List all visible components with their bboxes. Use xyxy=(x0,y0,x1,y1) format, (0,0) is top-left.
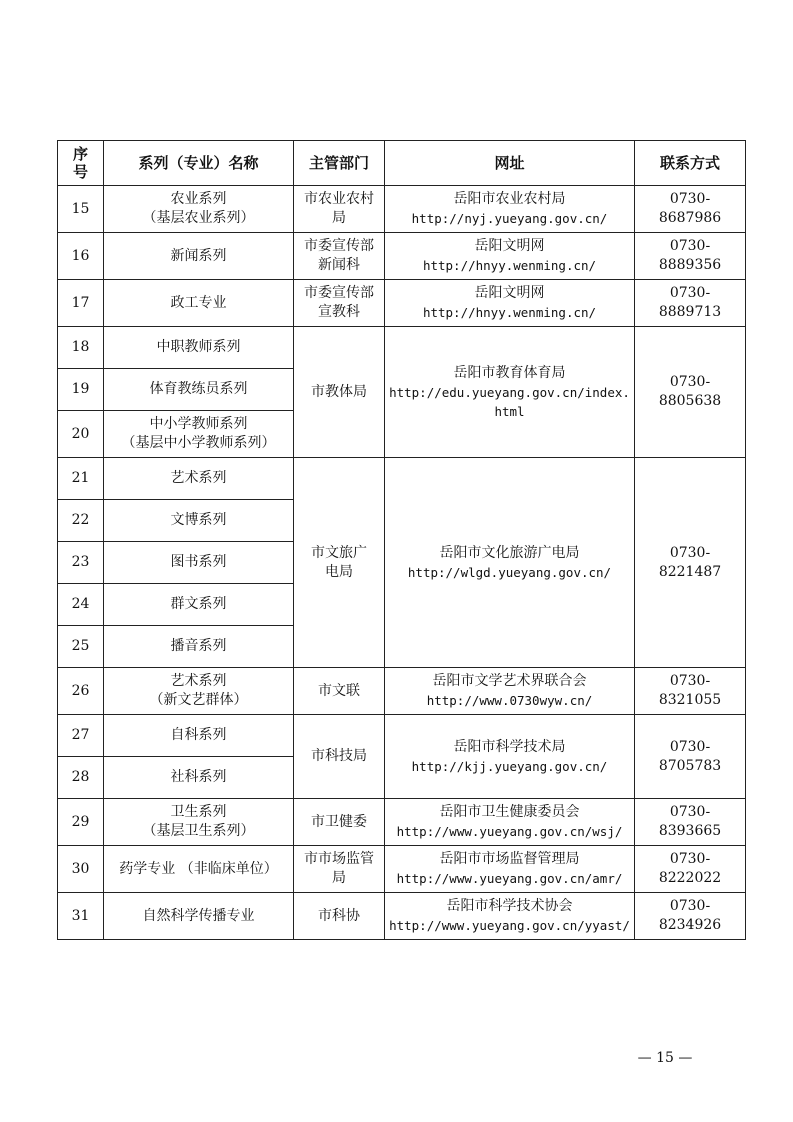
series-cell: 艺术系列 xyxy=(104,458,294,500)
dept-cell: 市科技局 xyxy=(294,715,385,799)
seq-cell: 24 xyxy=(58,584,104,626)
dept-cell: 市市场监管局 xyxy=(294,846,385,893)
phone-cell: 0730-8889713 xyxy=(635,280,746,327)
series-cell xyxy=(104,186,294,233)
website-link[interactable]: http://www.yueyang.gov.cn/wsj/ xyxy=(396,824,623,839)
seq-cell: 27 xyxy=(58,715,104,757)
seq-cell: 19 xyxy=(58,369,104,411)
dept-cell: 市文联 xyxy=(294,668,385,715)
series-cell: 自科系列 xyxy=(104,715,294,757)
series-name: 卫生系列 xyxy=(170,804,227,820)
phone-cell: 0730-8687986 xyxy=(635,186,746,233)
dept-cell: 市委宣传部宣教科 xyxy=(294,280,385,327)
org-name: 岳阳文明网 xyxy=(474,285,545,301)
seq-cell: 28 xyxy=(58,757,104,799)
phone-cell: 0730-8221487 xyxy=(635,458,746,668)
url-cell xyxy=(385,715,635,799)
org-name: 岳阳市科学技术局 xyxy=(453,738,566,755)
series-subname: （基层卫生系列） xyxy=(142,823,255,839)
url-cell xyxy=(385,233,635,280)
seq-cell: 22 xyxy=(58,500,104,542)
website-link[interactable]: http://www.yueyang.gov.cn/yyast/ xyxy=(389,918,630,933)
phone-cell: 0730-8234926 xyxy=(635,893,746,940)
header-series: 系列（专业）名称 xyxy=(104,141,294,186)
table-row xyxy=(58,458,746,500)
phone-cell: 0730-8321055 xyxy=(635,668,746,715)
seq-cell: 31 xyxy=(58,893,104,940)
seq-cell: 16 xyxy=(58,233,104,280)
dept-cell: 市卫健委 xyxy=(294,799,385,846)
series-subname: （基层农业系列） xyxy=(142,210,255,226)
url-cell xyxy=(385,668,635,715)
url-cell xyxy=(385,799,635,846)
seq-cell: 23 xyxy=(58,542,104,584)
series-cell: 中职教师系列 xyxy=(104,327,294,369)
website-link[interactable]: http://hnyy.wenming.cn/ xyxy=(422,305,597,320)
series-cell: 社科系列 xyxy=(104,757,294,799)
org-name: 岳阳市卫生健康委员会 xyxy=(439,804,580,820)
phone-cell: 0730-8393665 xyxy=(635,799,746,846)
org-name: 岳阳市市场监督管理局 xyxy=(439,851,580,867)
series-subname: （基层中小学教师系列） xyxy=(121,435,276,451)
dept-cell: 市文旅广电局 xyxy=(294,458,385,668)
dept-cell: 市科协 xyxy=(294,893,385,940)
website-link[interactable]: http://wlgd.yueyang.gov.cn/ xyxy=(407,564,612,580)
series-cell: 政工专业 xyxy=(104,280,294,327)
seq-cell: 25 xyxy=(58,626,104,668)
website-link[interactable]: http://edu.yueyang.gov.cn/index.html xyxy=(389,384,630,419)
website-link[interactable]: http://hnyy.wenming.cn/ xyxy=(422,258,597,273)
phone-cell: 0730-8705783 xyxy=(635,715,746,799)
org-name: 岳阳市文化旅游广电局 xyxy=(439,544,580,561)
series-cell: 图书系列 xyxy=(104,542,294,584)
url-cell xyxy=(385,893,635,940)
table-row xyxy=(58,327,746,369)
url-cell xyxy=(385,327,635,458)
series-cell: 体育教练员系列 xyxy=(104,369,294,411)
series-cell: 播音系列 xyxy=(104,626,294,668)
seq-cell: 21 xyxy=(58,458,104,500)
page-number: — 15 — xyxy=(637,1050,693,1066)
series-cell: 药学专业 （非临床单位） xyxy=(104,846,294,893)
dept-cell: 市委宣传部新闻科 xyxy=(294,233,385,280)
org-name: 岳阳市科学技术协会 xyxy=(446,898,573,914)
website-link[interactable]: http://kjj.yueyang.gov.cn/ xyxy=(411,758,608,774)
org-name: 岳阳市文学艺术界联合会 xyxy=(432,673,587,689)
seq-cell: 20 xyxy=(58,411,104,458)
series-name: 农业系列 xyxy=(170,191,227,207)
table-row xyxy=(58,799,746,846)
series-name: 艺术系列 xyxy=(170,673,227,689)
org-name: 岳阳文明网 xyxy=(474,238,545,254)
header-contact: 联系方式 xyxy=(635,141,746,186)
series-cell: 文博系列 xyxy=(104,500,294,542)
series-name: 中小学教师系列 xyxy=(149,416,248,432)
series-cell: 群文系列 xyxy=(104,584,294,626)
table-row xyxy=(58,893,746,940)
series-contact-table xyxy=(57,140,746,940)
series-cell: 新闻系列 xyxy=(104,233,294,280)
seq-cell: 15 xyxy=(58,186,104,233)
table-row xyxy=(58,186,746,233)
seq-cell: 29 xyxy=(58,799,104,846)
phone-cell: 0730-8889356 xyxy=(635,233,746,280)
url-cell xyxy=(385,280,635,327)
phone-cell: 0730-8805638 xyxy=(635,327,746,458)
header-seq: 序号 xyxy=(58,141,104,186)
website-link[interactable]: http://www.yueyang.gov.cn/amr/ xyxy=(396,871,623,886)
phone-cell: 0730-8222022 xyxy=(635,846,746,893)
website-link[interactable]: http://nyj.yueyang.gov.cn/ xyxy=(411,211,608,226)
seq-cell: 18 xyxy=(58,327,104,369)
series-cell xyxy=(104,799,294,846)
series-cell xyxy=(104,411,294,458)
series-subname: （新文艺群体） xyxy=(149,692,248,708)
table-row xyxy=(58,715,746,757)
url-cell xyxy=(385,186,635,233)
table-row xyxy=(58,233,746,280)
header-url: 网址 xyxy=(385,141,635,186)
table-header-row xyxy=(58,141,746,186)
series-cell: 自然科学传播专业 xyxy=(104,893,294,940)
table-row xyxy=(58,846,746,893)
seq-cell: 26 xyxy=(58,668,104,715)
website-link[interactable]: http://www.0730wyw.cn/ xyxy=(426,693,593,708)
seq-cell: 17 xyxy=(58,280,104,327)
dept-cell: 市农业农村局 xyxy=(294,186,385,233)
table-row xyxy=(58,280,746,327)
series-cell xyxy=(104,668,294,715)
url-cell xyxy=(385,846,635,893)
dept-cell: 市教体局 xyxy=(294,327,385,458)
org-name: 岳阳市农业农村局 xyxy=(453,191,566,207)
url-cell xyxy=(385,458,635,668)
seq-cell: 30 xyxy=(58,846,104,893)
table-row xyxy=(58,668,746,715)
org-name: 岳阳市教育体育局 xyxy=(453,364,566,381)
header-dept: 主管部门 xyxy=(294,141,385,186)
